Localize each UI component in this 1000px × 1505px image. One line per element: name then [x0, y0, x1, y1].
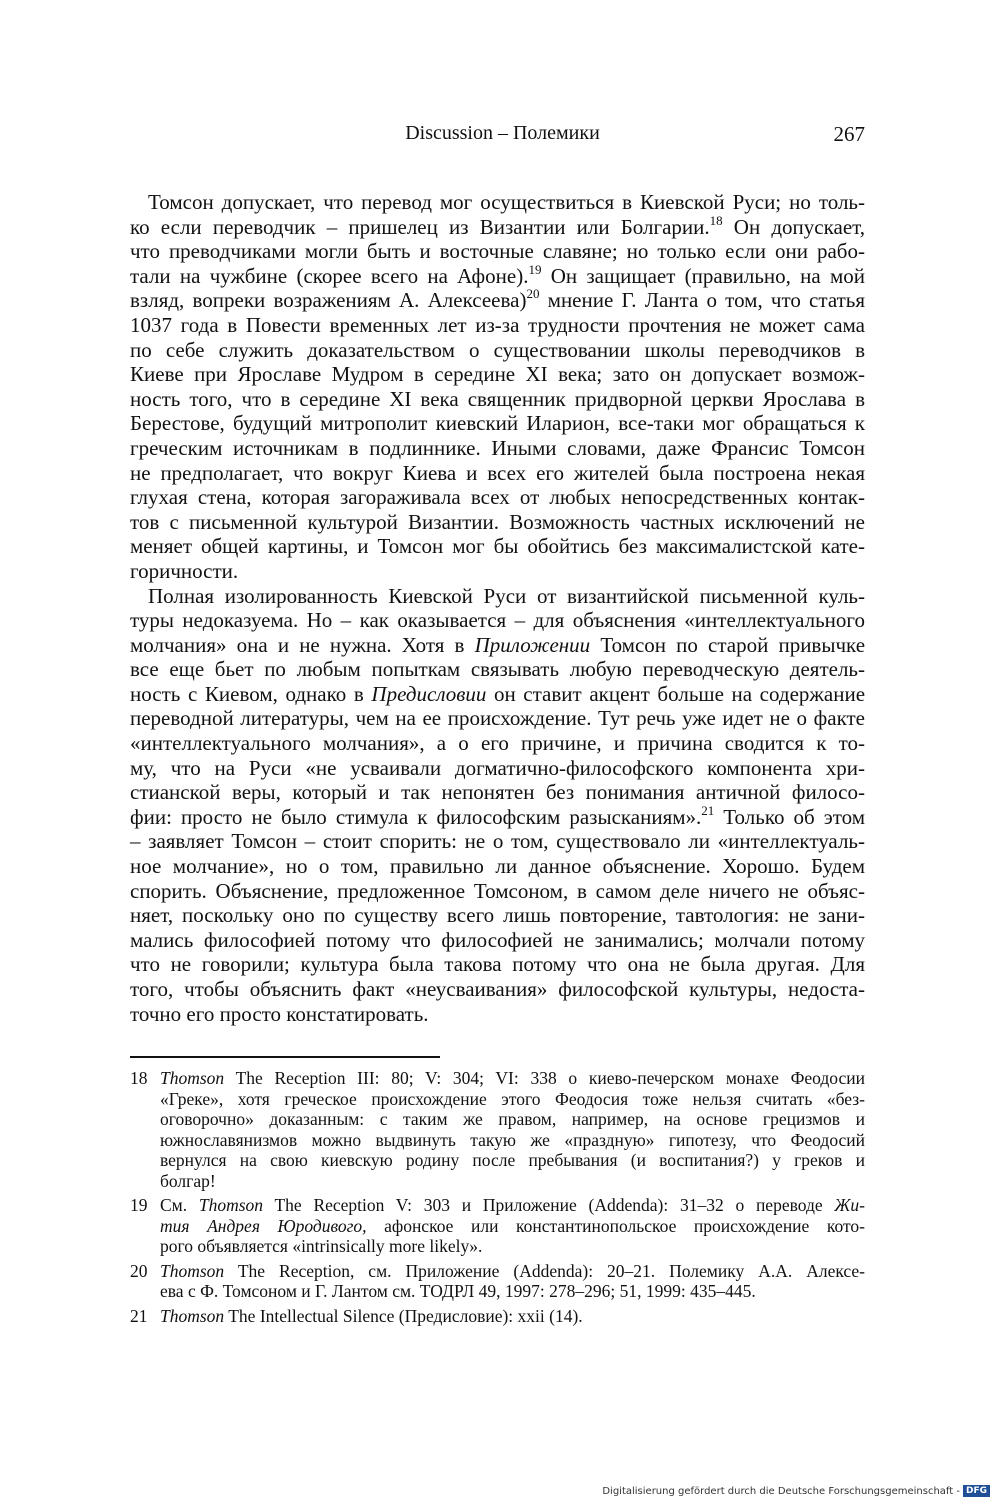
dfg-text: Digitalisierung gefördert durch die Deutsche Forschungsgemeinschaft - — [602, 1485, 960, 1497]
footnote-number: 18 — [130, 1068, 148, 1088]
footnote-line: Thomson The Reception III: 80; V: 304; VI: 338 о киево-печерском монахе Феодосии — [160, 1068, 865, 1088]
text-line: Полная изолированность Киевской Руси от византийской письменной куль- — [148, 583, 865, 608]
footnote-ref[interactable]: 21 — [701, 802, 715, 818]
text-line: му, что на Руси «не усваивали догматично-философского компонента хри- — [130, 755, 865, 780]
text-line: фии: просто не было стимула к философским разысканиям».$^{21}$ Только об этом — [130, 802, 866, 829]
footnote-line: южнославянизмов можно выдвинуть такую же «праздную» гипотезу, что Феодосий — [160, 1129, 865, 1150]
text-line: ко если переводчик – пришелец из Византии или Болгарии.$^{18}$ Он допускает, — [130, 212, 865, 239]
text-line: того, чтобы объяснить факт «неусваивания» философской культуры, недоста- — [130, 977, 865, 1001]
text-line: что преводчиками могли быть и восточные славяне; но только если они рабо- — [130, 239, 865, 264]
page-number: 267 — [833, 122, 865, 146]
running-title: Discussion – Полемики — [405, 122, 600, 144]
text-line: тов с письменной культурой Византии. Возможность частных исключений не — [130, 509, 865, 534]
text-line: няет, поскольку оно по существу всего лишь повторение, тавтология: не зани- — [130, 903, 865, 928]
footnote-line: См. Thomson The Reception V: 303 и Приложение (Addenda): 31–32 о переводе Жи- — [160, 1195, 866, 1215]
author-name: Thomson — [160, 1305, 225, 1326]
running-header — [140, 122, 865, 156]
main-text — [130, 190, 865, 1026]
text-line: все еще бьет по любым попыткам связывать любую переводческую деятель- — [130, 657, 865, 682]
footnote-line: рого объявляется «intrinsically more likely». — [160, 1236, 483, 1256]
author-name: Thomson — [160, 1068, 225, 1088]
text-line: меняет общей картины, и Томсон мог бы обойтись без максималистской кате- — [130, 534, 865, 559]
text-line: по себе служить доказательством о существовании школы переводчиков в — [130, 337, 865, 362]
text-line: мались философией потому что философией не занимались; молчали потому — [130, 927, 865, 952]
dfg-credit — [602, 1485, 990, 1497]
footnote-line: Thomson The Reception, см. Приложение (Addenda): 20–21. Полемику А.А. Алексе- — [160, 1260, 865, 1281]
text-line: Томсон допускает, что перевод мог осуществиться в Киевской Руси; но толь- — [148, 190, 865, 214]
text-line: спорить. Объяснение, предложенное Томсоном, в самом деле ничего не объяс- — [130, 878, 865, 903]
footnote-line: Thomson The Intellectual Silence (Предисловие): xxii (14). — [160, 1305, 583, 1326]
footnote-18 — [130, 1068, 865, 1191]
footnote-19 — [130, 1195, 865, 1257]
text-line: ность того, что в середине XI века священник придворной церкви Ярослава в — [130, 386, 865, 411]
text-line: ное молчание», но о том, правильно ли данное объяснение. Хорошо. Будем — [130, 854, 865, 879]
footnote-line: вернулся на свою киевскую родину после пребывания (и воспитания?) у греков и — [160, 1150, 865, 1170]
emphasis: Приложении — [474, 632, 591, 657]
footnotes — [130, 1068, 865, 1330]
text-line: молчания» она и не нужна. Хотя в Приложении Томсон по старой привычке — [130, 632, 866, 657]
text-line: взляд, вопреки возражениям А. Алексеева)$^{20}$ мнение Г. Ланта о том, что статья — [130, 286, 866, 313]
footnote-separator — [130, 1056, 440, 1058]
text-line: греческим источникам в подлиннике. Иными словами, даже Франсис Томсон — [130, 435, 865, 460]
text-line: горичности. — [130, 558, 239, 583]
footnote-number: 20 — [130, 1260, 148, 1281]
dfg-logo: DFG — [963, 1485, 990, 1497]
author-name: Thomson — [198, 1195, 264, 1215]
text-line: переводной литературы, чем на ее происхождение. Тут речь уже идет не о факте — [130, 706, 865, 731]
text-line: глухая стена, которая загораживала всех от любых непосредственных контак- — [130, 485, 865, 510]
text-line: – заявляет Томсон – стоит спорить: не о том, существовало ли «интеллектуаль- — [130, 829, 865, 854]
text-line: ность с Киевом, однако в Предисловии он ставит акцент больше на содержание — [130, 681, 866, 706]
text-line: Берестове, будущий митрополит киевский Иларион, все-таки мог обращаться к — [130, 411, 865, 436]
text-line: тали на чужбине (скорее всего на Афоне).$^{19}$ Он защищает (правильно, на мой — [130, 261, 866, 288]
text-line: стианской веры, который и так непонятен без понимания античной филосо- — [130, 780, 865, 805]
author-name: Thomson — [160, 1260, 225, 1281]
text-line: не предполагает, что вокруг Киева и всех его жителей была построена некая — [130, 460, 865, 485]
footnote-number: 19 — [130, 1195, 148, 1215]
footnote-ref[interactable]: 19 — [528, 261, 542, 277]
footnote-line: тия Андрея Юродивого, афонское или константинопольское происхождение кото- — [160, 1215, 865, 1236]
footnote-20 — [130, 1261, 865, 1302]
text-line: «интеллектуального молчания», а о его причине, и причина сводится к то- — [130, 731, 865, 756]
text-line: Киеве при Ярославе Мудром в середине XI века; зато он допускает возмож- — [130, 362, 865, 387]
footnote-ref[interactable]: 20 — [526, 286, 540, 302]
footnote-line: ева с Ф. Томсоном и Г. Лантом см. ТОДРЛ 49, 1997: 278–296; 51, 1999: 435–445. — [160, 1281, 756, 1301]
footnote-line: болгар! — [160, 1170, 216, 1191]
footnote-21 — [130, 1306, 865, 1327]
footnote-ref[interactable]: 18 — [709, 212, 723, 228]
footnote-line: оговорочно» доказанным: с таким же правом, например, на основе грецизмов и — [160, 1109, 865, 1129]
footnote-line: «Греке», хотя греческое происхождение этого Феодосия тоже нельзя считать «без- — [160, 1088, 865, 1109]
text-line: что не говорили; культура была такова потому что она не была другая. Для — [130, 952, 865, 977]
emphasis: Предисловии — [371, 681, 487, 706]
text-line: точно его просто констатировать. — [130, 1001, 429, 1026]
text-line: 1037 года в Повести временных лет из-за трудности прочтения не может сама — [130, 312, 865, 337]
footnote-number: 21 — [130, 1305, 148, 1326]
text-line: туры недоказуема. Но – как оказывается – для объяснения «интеллектуального — [130, 608, 865, 633]
